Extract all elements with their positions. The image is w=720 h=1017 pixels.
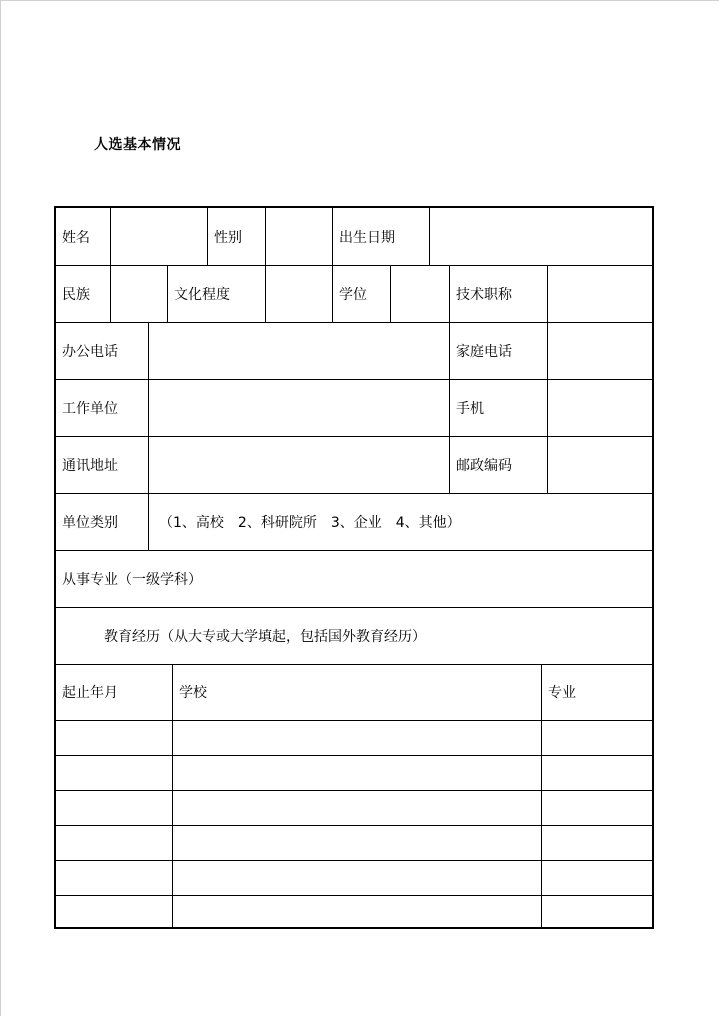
basic-info-form xyxy=(54,206,654,929)
specialty-cell[interactable] xyxy=(541,755,652,790)
table-row xyxy=(56,720,652,756)
period-cell[interactable] xyxy=(56,895,172,927)
specialty-cell[interactable] xyxy=(541,825,652,860)
label-education-history: 教育经历（从大专或大学填起，包括国外教育经历） xyxy=(104,628,426,645)
table-row xyxy=(56,895,652,927)
postcode-field[interactable] xyxy=(547,436,652,493)
header-period: 起止年月 xyxy=(62,685,118,701)
education-table-header xyxy=(56,664,652,721)
work-unit-field[interactable] xyxy=(148,379,449,436)
label-work-unit: 工作单位 xyxy=(62,400,118,417)
degree-field[interactable] xyxy=(390,265,449,322)
period-cell[interactable] xyxy=(56,860,172,895)
specialty-cell[interactable] xyxy=(541,895,652,927)
ethnicity-field[interactable] xyxy=(110,265,167,322)
school-cell[interactable] xyxy=(172,860,541,895)
label-postcode: 邮政编码 xyxy=(449,436,547,493)
label-gender: 性别 xyxy=(207,208,265,265)
period-cell[interactable] xyxy=(56,720,172,755)
home-phone-field[interactable] xyxy=(547,322,652,379)
form-row-education-history xyxy=(56,607,652,665)
period-cell[interactable] xyxy=(56,755,172,790)
name-field[interactable] xyxy=(110,208,207,265)
school-cell[interactable] xyxy=(172,790,541,825)
gender-field[interactable] xyxy=(265,208,332,265)
office-phone-field[interactable] xyxy=(148,322,449,379)
table-row xyxy=(56,755,652,791)
label-home-phone: 家庭电话 xyxy=(449,322,547,379)
label-degree: 学位 xyxy=(332,265,390,322)
label-mobile: 手机 xyxy=(449,379,547,436)
label-unit-type: 单位类别 xyxy=(62,514,118,531)
label-ethnicity: 民族 xyxy=(62,286,90,303)
table-row xyxy=(56,790,652,826)
form-row-major xyxy=(56,550,652,608)
form-row-office-phone xyxy=(56,322,652,380)
header-specialty: 专业 xyxy=(541,664,652,720)
label-major-discipline: 从事专业（一级学科） xyxy=(62,571,202,588)
school-cell[interactable] xyxy=(172,895,541,927)
label-technical-title: 技术职称 xyxy=(449,265,547,322)
label-name: 姓名 xyxy=(62,229,90,246)
page-title: 人选基本情况 xyxy=(94,137,181,153)
address-field[interactable] xyxy=(148,436,449,493)
label-education-level: 文化程度 xyxy=(167,265,265,322)
label-office-phone: 办公电话 xyxy=(62,343,118,360)
specialty-cell[interactable] xyxy=(541,720,652,755)
specialty-cell[interactable] xyxy=(541,790,652,825)
table-row xyxy=(56,860,652,896)
form-row-unit-type xyxy=(56,493,652,551)
period-cell[interactable] xyxy=(56,790,172,825)
unit-type-options[interactable]: （1、高校 2、科研院所 3、企业 4、其他） xyxy=(148,493,652,550)
school-cell[interactable] xyxy=(172,720,541,755)
mobile-field[interactable] xyxy=(547,379,652,436)
period-cell[interactable] xyxy=(56,825,172,860)
school-cell[interactable] xyxy=(172,755,541,790)
form-row-ethnicity xyxy=(56,265,652,323)
form-row-address xyxy=(56,436,652,494)
header-school: 学校 xyxy=(172,664,541,720)
education-level-field[interactable] xyxy=(265,265,332,322)
label-address: 通讯地址 xyxy=(62,457,118,474)
form-row-name xyxy=(56,208,652,266)
table-row xyxy=(56,825,652,861)
school-cell[interactable] xyxy=(172,825,541,860)
label-birth-date: 出生日期 xyxy=(332,208,429,265)
birth-date-field[interactable] xyxy=(429,208,652,265)
technical-title-field[interactable] xyxy=(547,265,652,322)
specialty-cell[interactable] xyxy=(541,860,652,895)
form-row-work-unit xyxy=(56,379,652,437)
